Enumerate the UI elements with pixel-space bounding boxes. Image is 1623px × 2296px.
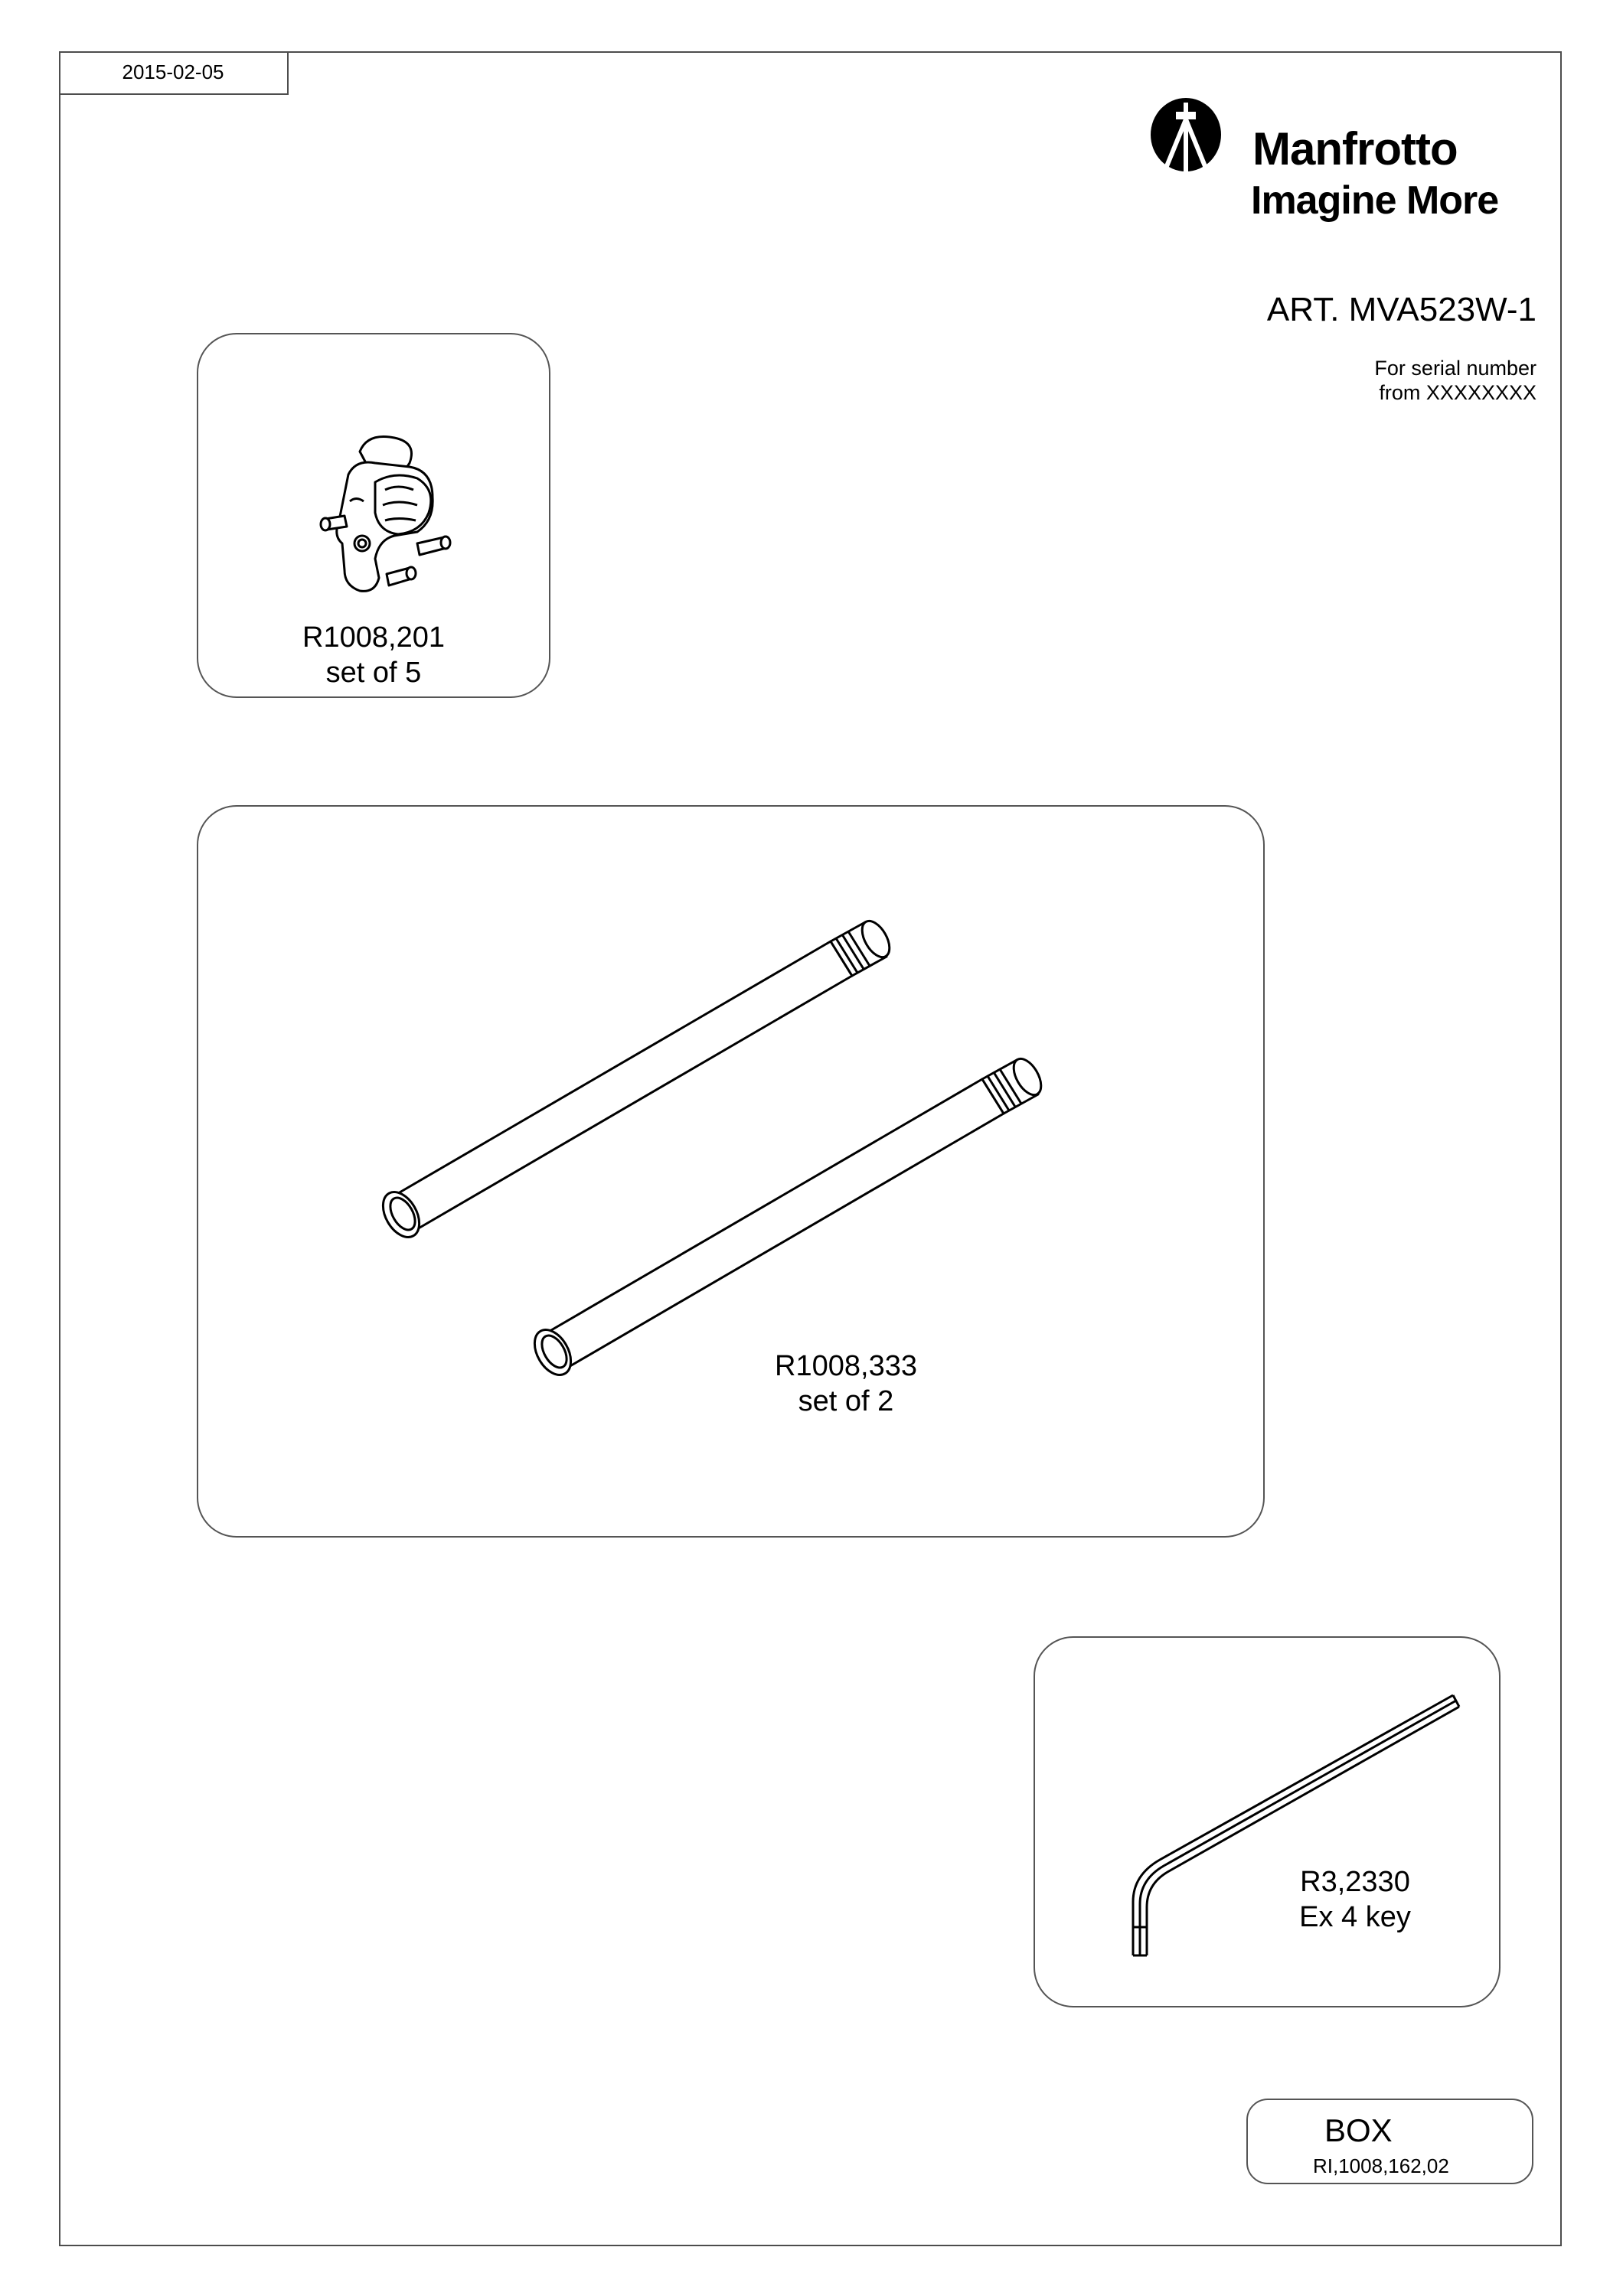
box-code: RI,1008,162,02 [1313, 2154, 1449, 2177]
part-code: R3,2330 [1300, 1866, 1410, 1898]
brand-tagline: Imagine More [1251, 178, 1499, 223]
tube-part-icon [367, 888, 1072, 1393]
serial-note-line-2: from XXXXXXXX [1379, 381, 1536, 404]
part-label-clip [197, 620, 550, 690]
part-quantity: set of 5 [325, 657, 422, 689]
part-label-hex-key [1248, 1864, 1462, 1935]
article-number: ART. MVA523W-1 [1266, 291, 1536, 328]
document-date: 2015-02-05 [122, 60, 224, 83]
clip-part-icon [302, 429, 456, 605]
brand-name: Manfrotto [1252, 123, 1458, 174]
serial-note [1374, 356, 1536, 405]
part-quantity: set of 2 [798, 1385, 894, 1417]
part-code: R1008,333 [775, 1350, 917, 1382]
box-title: BOX [1324, 2112, 1393, 2148]
manfrotto-tripod-logo-icon [1150, 96, 1242, 181]
serial-note-line-1: For serial number [1374, 357, 1536, 380]
part-quantity: Ex 4 key [1299, 1901, 1411, 1933]
part-label-tubes [693, 1349, 999, 1419]
part-code: R1008,201 [302, 621, 445, 654]
date-box [59, 51, 289, 95]
